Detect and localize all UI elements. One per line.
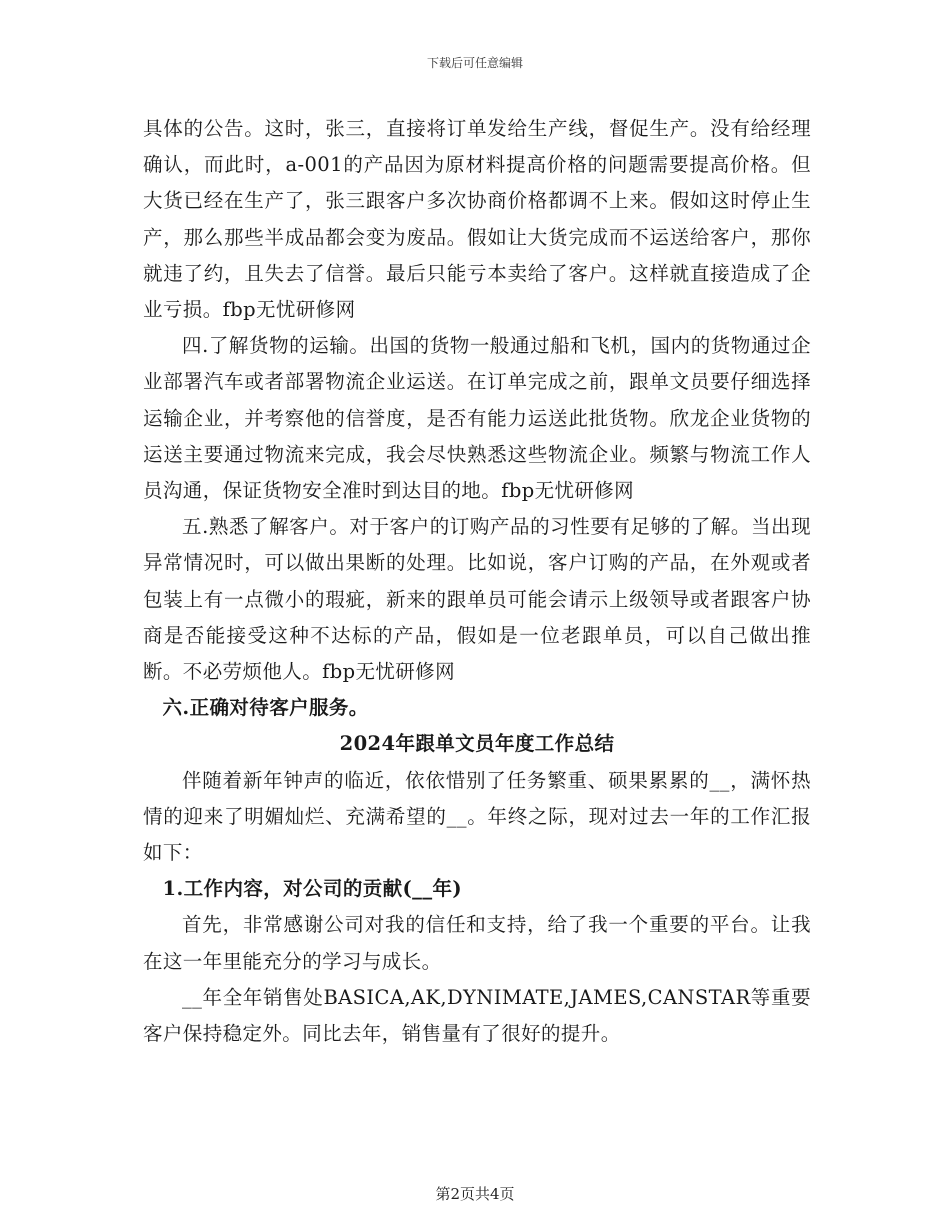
page-number: 第2页共4页 <box>435 1185 515 1203</box>
paragraph-sales: __年全年销售处BASICA,AK,DYNIMATE,JAMES,CANSTAR等重要客户保持稳定外。同比去年，销售量有了很好的提升。 <box>143 985 811 1046</box>
section-1-heading: 1.工作内容，对公司的贡献(__年) <box>162 877 463 901</box>
page-header: 下载后可任意编辑 <box>426 56 523 70</box>
paragraph-intro: 伴随着新年钟声的临近，依依惜别了任务繁重、硕果累累的__，满怀热情的迎来了明媚灿烂、充满希望的__。年终之际，现对过去一年的工作汇报如下： <box>143 768 811 865</box>
document-body <box>143 111 811 1052</box>
paragraph-section-5: 五.熟悉了解客户。对于客户的订购产品的习性要有足够的了解。当出现异常情况时，可以做出果断的处理。比如说，客户订购的产品，在外观或者包装上有一点微小的瑕疵，新来的跟单员可能会请示上级领导或者跟客户协商是否能接受这种不达标的产品，假如是一位老跟单员，可以自己做出推断。不必劳烦他人。fbp无忧研修网 <box>143 515 811 684</box>
section-6-heading: 六.正确对待客户服务。 <box>162 696 369 720</box>
paragraph-section-4: 四.了解货物的运输。出国的货物一般通过船和飞机，国内的货物通过企业部署汽车或者部署物流企业运送。在订单完成之前，跟单文员要仔细选择运输企业，并考察他的信誉度，是否有能力运送此批货物。欣龙企业货物的运送主要通过物流来完成，我会尽快熟悉这些物流企业。频繁与物流工作人员沟通，保证货物安全准时到达目的地。fbp无忧研修网 <box>143 334 811 503</box>
document-title: 2024年跟单文员年度工作总结 <box>339 732 615 756</box>
paragraph-continued: 具体的公告。这时，张三，直接将订单发给生产线，督促生产。没有给经理确认，而此时，a-001的产品因为原材料提高价格的问题需要提高价格。但大货已经在生产了，张三跟客户多次协商价格都调不上来。假如这时停止生产，那么那些半成品都会变为废品。假如让大货完成而不运送给客户，那你就违了约，且失去了信誉。最后只能亏本卖给了客户。这样就直接造成了企业亏损。fbp无忧研修网 <box>143 117 811 322</box>
paragraph-thanks: 首先，非常感谢公司对我的信任和支持，给了我一个重要的平台。让我在这一年里能充分的学习与成长。 <box>143 913 811 973</box>
